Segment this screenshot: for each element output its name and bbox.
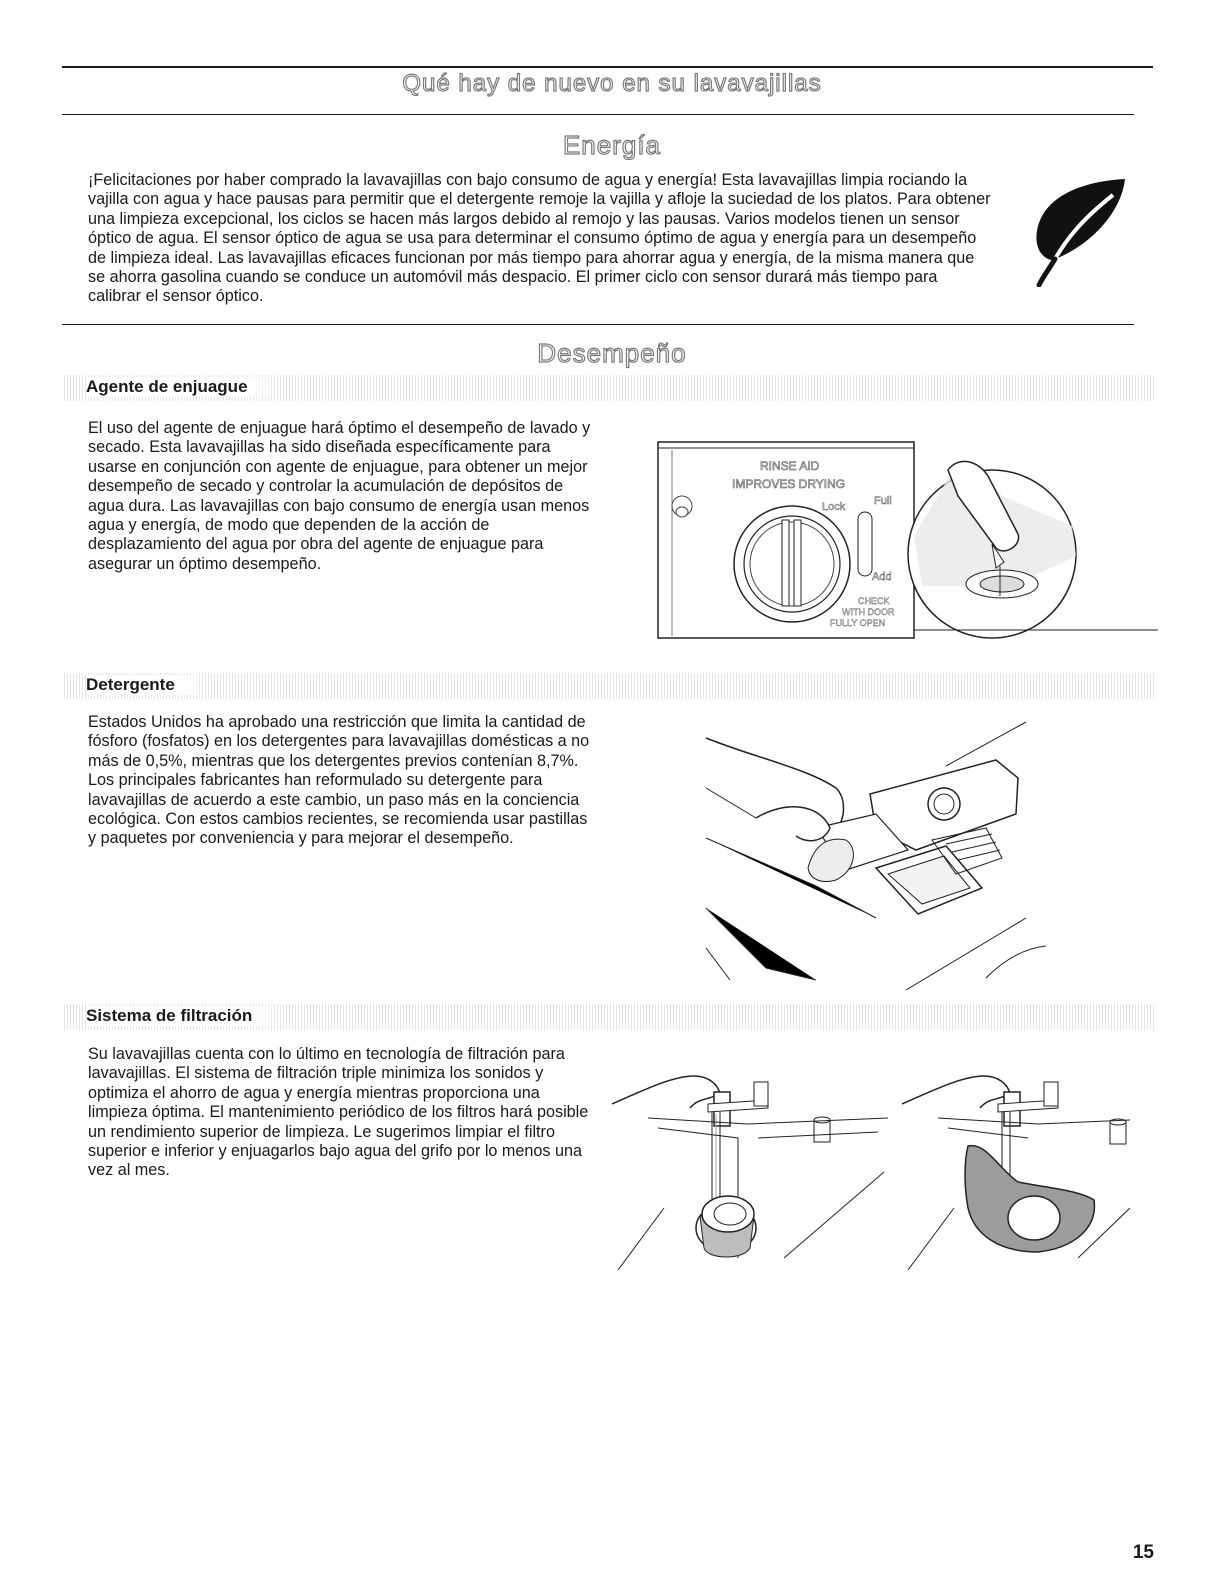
check-label-2: WITH DOOR xyxy=(842,607,895,617)
check-label-1: CHECK xyxy=(858,596,890,606)
add-label: Add xyxy=(872,571,892,583)
rinse-aid-subheading-bar xyxy=(64,375,1154,401)
detergent-paragraph: Estados Unidos ha aprobado una restricción que limita la cantidad de fósforo (fosfatos) en los detergentes para lavavajillas domésticas a no más de 0,5%, mientras que los detergentes previos contenían 8,7%. Los principales fabricantes han reformulado su detergente para lavavajillas de acuerdo a este cambio, un paso más en la conciencia ecológica. Con estos cambios recientes, se recomienda usar pastillas y paquetes por conveniencia y para mejorar el desempeño. xyxy=(88,713,590,848)
filtration-subheading: Sistema de filtración xyxy=(86,1006,282,1026)
filtration-subheading-bar xyxy=(64,1004,1154,1030)
energia-bottom-rule xyxy=(62,324,1134,325)
rinse-aid-dispenser-illustration xyxy=(652,436,1158,646)
full-label: Full xyxy=(874,495,892,507)
check-label-3: FULLY OPEN xyxy=(830,618,886,628)
page-number: 15 xyxy=(1132,1542,1154,1563)
title-underline xyxy=(62,114,1134,115)
detergent-subheading-bar xyxy=(64,673,1154,699)
upper-filter-cleaning-illustration xyxy=(608,1048,890,1270)
lock-label: Lock xyxy=(822,501,846,513)
energia-heading: Energía xyxy=(562,130,662,160)
detergent-dispenser-illustration xyxy=(696,718,1046,990)
rinse-aid-subheading: Agente de enjuague xyxy=(86,377,278,397)
desempeno-heading: Desempeño xyxy=(537,338,687,368)
detergent-subheading: Detergente xyxy=(86,675,205,695)
filtration-paragraph: Su lavavajillas cuenta con lo último en tecnología de filtración para lavavajillas. El sistema de filtración triple minimiza los sonidos y optimiza el ahorro de agua y energía mientras proporciona una limpieza óptima. El mantenimiento periódico de los filtros hará posible un rendimiento superior de limpieza. Le sugerimos limpiar el filtro superior e inferior y enjuagarlos bajo agua del grifo por lo menos una vez al mes. xyxy=(88,1045,589,1180)
rinse-aid-label: RINSE AID xyxy=(760,459,820,473)
lower-filter-cleaning-illustration xyxy=(898,1048,1130,1270)
improves-drying-label: IMPROVES DRYING xyxy=(732,477,846,491)
energia-paragraph: ¡Felicitaciones por haber comprado la lavavajillas con bajo consumo de agua y energía! Esta lavavajillas limpia rociando la vajilla con agua y hace pausas para permitir que el detergente remoje la vajilla y afloje la suciedad de los platos. Para obtener una limpieza excepcional, los ciclos se hacen más largos debido al remojo y las pausas. Varios modelos tienen un sensor óptico de agua. El sensor óptico de agua se usa para determinar el consumo óptimo de agua y energía para un desempeño de limpieza ideal. Las lavavajillas eficaces funcionan por más tiempo para ahorrar agua y energía, de la misma manera que se ahorra gasolina cuando se conduce un automóvil más despacio. El primer ciclo con sensor durará más tiempo para calibrar el sensor óptico. xyxy=(88,171,991,306)
rinse-aid-paragraph: El uso del agente de enjuague hará óptimo el desempeño de lavado y secado. Esta lavavajillas ha sido diseñada específicamente para usarse en conjunción con agente de enjuague, para obtener un mejor desempeño de secado y controlar la acumulación de depósitos de agua dura. Las lavavajillas con bajo consumo de energía usan menos agua y energía, de modo que dependen de la acción de desplazamiento del agua por obra del agente de enjuague para asegurar un óptimo desempeño. xyxy=(88,419,591,573)
page-title: Qué hay de nuevo en su lavavajillas xyxy=(402,70,822,97)
top-rule xyxy=(62,66,1153,68)
leaf-icon xyxy=(1025,175,1130,287)
